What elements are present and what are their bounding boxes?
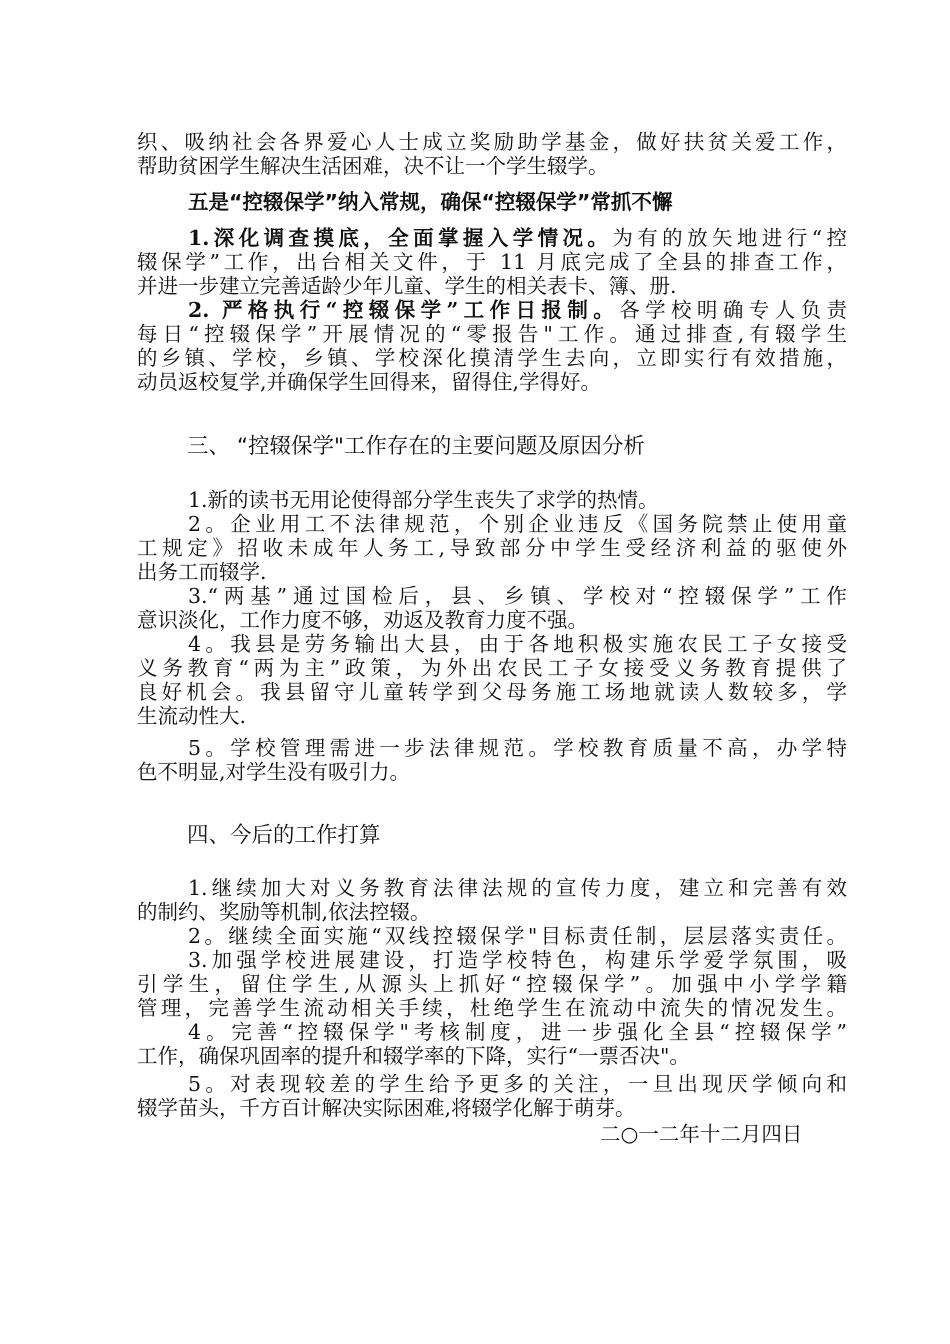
section-heading-4: 四、今后的工作打算 (187, 823, 381, 848)
list-item-line: 2。继续全面实施“双线控辍保学"目标责任制，层层落实责任。 (188, 924, 847, 948)
document-date: 二○一二年十二月四日 (600, 1122, 803, 1146)
body-text-line: 引学生，留住学生,从源头上抓好“控辍保学”。加强中小学学籍 (137, 972, 847, 996)
item-title: 2. 严格执行“控辍保学”工作日报制。 (188, 298, 620, 322)
body-text-line: 的乡镇、学校，乡镇、学校深化摸清学生去向，立即实行有效措施， (137, 346, 847, 370)
body-text-line: 义务教育“两为主”政策，为外出农民工子女接受义务教育提供了 (137, 656, 847, 680)
list-item-line: 1.继续加大对义务教育法律法规的宣传力度，建立和完善有效 (188, 876, 847, 900)
body-text-line: 辍学苗头，千方百计解决实际困难,将辍学化解于萌芽。 (137, 1096, 636, 1120)
item-text: 为有的放矢地进行“控 (612, 226, 847, 250)
body-text-line: 工作，确保巩固率的提升和辍学率的下降，实行“一票否决"。 (137, 1044, 690, 1068)
item-text: 各学校明确专人负责 (619, 298, 848, 322)
paragraph-line (188, 226, 847, 250)
body-text-line: 管理，完善学生流动相关手续，杜绝学生在流动中流失的情况发生。 (137, 996, 847, 1020)
section-heading-3: 三、 “控辍保学"工作存在的主要问题及原因分析 (187, 434, 645, 459)
section-subheading: 五是“控辍保学”纳入常规，确保“控辍保学”常抓不懈 (188, 190, 673, 214)
list-item-line: 5。对表现较差的学生给予更多的关注，一旦出现厌学倾向和 (188, 1072, 847, 1096)
item-title: 1.深化调查摸底，全面掌握入学情况。 (188, 226, 613, 250)
list-item-line: 3.“两基”通过国检后，县、乡镇、学校对“控辍保学”工作 (188, 584, 847, 608)
list-item-line: 3.加强学校进展建设，打造学校特色，构建乐学爱学氛围，吸 (188, 948, 847, 972)
body-text-line: 动员返校复学,并确保学生回得来，留得住,学得好。 (137, 370, 602, 394)
body-text-line: 意识淡化，工作力度不够，劝返及教育力度不强。 (137, 608, 588, 632)
body-text-line: 生流动性大. (137, 704, 247, 728)
body-text-line: 工规定》招收未成年人务工,导致部分中学生受经济利益的驱使外 (137, 536, 847, 560)
body-text-line: 织、吸纳社会各界爱心人士成立奖励助学基金，做好扶贫关爱工作， (137, 130, 847, 154)
list-item-line: 5。学校管理需进一步法律规范。学校教育质量不高，办学特 (188, 736, 847, 760)
body-text-line: 良好机会。我县留守儿童转学到父母务施工场地就读人数较多，学 (137, 680, 847, 704)
body-text-line: 辍保学”工作，出台相关文件，于 11 月底完成了全县的排查工作， (137, 250, 847, 274)
body-text-line: 每日“控辍保学”开展情况的“零报告"工作。通过排查,有辍学生 (137, 322, 847, 346)
body-text-line: 并进一步建立完善适龄少年儿童、学生的相关表卡、簿、册. (137, 274, 677, 298)
body-text-line: 的制约、奖励等机制,依法控辍。 (137, 900, 431, 924)
body-text-line: 帮助贫困学生解决生活困难，决不让一个学生辍学。 (137, 154, 609, 178)
paragraph-line (188, 298, 847, 322)
list-item-line: 4。我县是劳务输出大县，由于各地积极实施农民工子女接受 (188, 632, 847, 656)
list-item-line: 1.新的读书无用论使得部分学生丧失了求学的热情。 (188, 488, 659, 512)
body-text-line: 出务工而辍学. (137, 560, 267, 584)
body-text-line: 色不明显,对学生没有吸引力。 (137, 760, 411, 784)
list-item-line: 2。企业用工不法律规范，个别企业违反《国务院禁止使用童 (188, 512, 847, 536)
list-item-line: 4。完善“控辍保学"考核制度，进一步强化全县“控辍保学” (188, 1020, 847, 1044)
